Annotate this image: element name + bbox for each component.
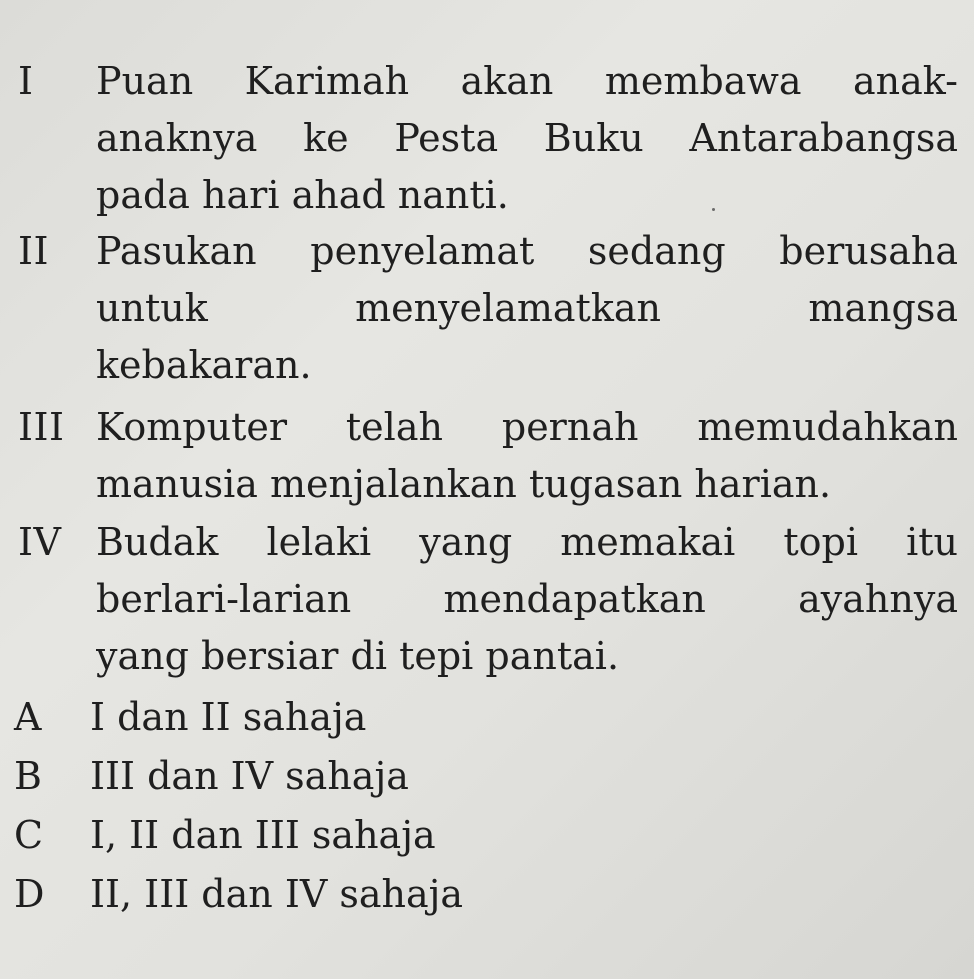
option-b[interactable] <box>14 747 409 805</box>
statement-line: berlari-larian mendapatkan ayahnya <box>96 577 958 621</box>
statement-numeral: II <box>18 229 50 273</box>
statement-line: pada hari ahad nanti. <box>96 173 509 217</box>
statement-line: Pasukan penyelamat sedang berusaha <box>96 229 958 273</box>
option-text: III dan IV sahaja <box>90 754 409 798</box>
option-letter: D <box>14 872 45 916</box>
statement-numeral: I <box>18 59 34 103</box>
statement-line: kebakaran. <box>96 343 312 387</box>
option-text: I dan II sahaja <box>90 695 367 739</box>
option-text: II, III dan IV sahaja <box>90 872 464 916</box>
statement-line: manusia menjalankan tugasan harian. <box>96 462 832 506</box>
statement-line: Komputer telah pernah memudahkan <box>96 405 958 449</box>
statement-line: Puan Karimah akan membawa anak- <box>96 59 958 103</box>
statement-numeral: III <box>18 405 65 449</box>
statement-line: Budak lelaki yang memakai topi itu <box>96 520 958 564</box>
statement-line: yang bersiar di tepi pantai. <box>96 634 620 678</box>
paper-speck <box>712 208 715 211</box>
statement-numeral: IV <box>18 520 62 564</box>
option-letter: B <box>14 754 42 798</box>
option-letter: C <box>14 813 44 857</box>
statement-line: untuk menyelamatkan mangsa <box>96 286 958 330</box>
option-text: I, II dan III sahaja <box>90 813 436 857</box>
option-d[interactable] <box>14 865 463 923</box>
option-c[interactable] <box>14 806 436 864</box>
option-letter: A <box>14 695 42 739</box>
option-a[interactable] <box>14 688 366 746</box>
statement-line: anaknya ke Pesta Buku Antarabangsa <box>96 116 958 160</box>
